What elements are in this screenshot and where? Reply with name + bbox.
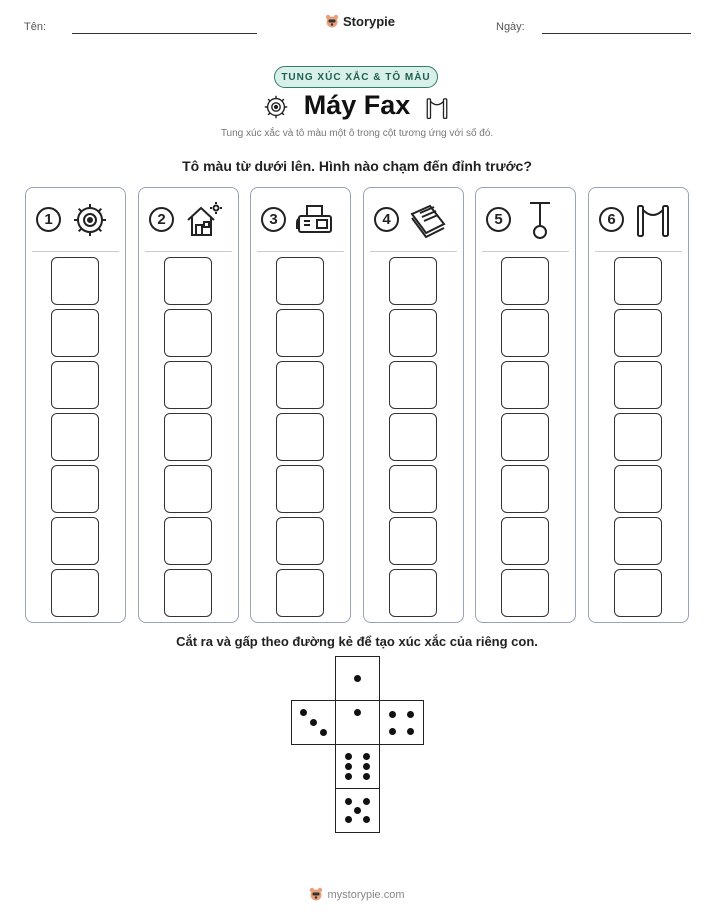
column-5 <box>475 187 576 623</box>
footer-url[interactable]: mystorypie.com <box>327 888 405 901</box>
column-number: 4 <box>374 207 399 232</box>
column-divider <box>595 251 682 252</box>
column-number: 2 <box>149 207 174 232</box>
column-number: 3 <box>261 207 286 232</box>
subtitle: Tung xúc xắc và tô màu một ô trong cột tương ứng với số đó. <box>220 128 494 139</box>
pip <box>354 807 361 814</box>
color-cell[interactable] <box>276 517 324 565</box>
pip <box>363 798 370 805</box>
house-icon <box>183 200 223 240</box>
color-cell[interactable] <box>501 517 549 565</box>
column-4 <box>363 187 464 623</box>
column-number: 1 <box>36 207 61 232</box>
color-cell[interactable] <box>501 569 549 617</box>
color-cell[interactable] <box>276 309 324 357</box>
color-cell[interactable] <box>164 361 212 409</box>
column-number: 6 <box>599 207 624 232</box>
color-cell[interactable] <box>614 257 662 305</box>
name-label: Tên: <box>24 21 47 33</box>
color-cell[interactable] <box>276 257 324 305</box>
column-2 <box>138 187 239 623</box>
bear-mascot-icon <box>309 887 323 902</box>
color-cell[interactable] <box>614 517 662 565</box>
color-cell[interactable] <box>51 517 99 565</box>
pip <box>389 711 396 718</box>
color-cell[interactable] <box>276 465 324 513</box>
page-title: Máy Fax <box>303 90 411 120</box>
color-cell[interactable] <box>614 413 662 461</box>
fax-machine-icon <box>295 200 335 240</box>
color-cell[interactable] <box>389 465 437 513</box>
color-cell[interactable] <box>501 309 549 357</box>
color-cell[interactable] <box>389 413 437 461</box>
paper-stack-icon <box>408 200 448 240</box>
color-cell[interactable] <box>276 413 324 461</box>
color-cell[interactable] <box>501 257 549 305</box>
rope-barrier-icon <box>633 200 673 240</box>
pip <box>345 816 352 823</box>
column-divider <box>145 251 232 252</box>
dice-face-bottom <box>335 788 380 833</box>
storypie-logo <box>325 14 395 29</box>
pip <box>389 728 396 735</box>
dice-face-right <box>379 700 424 745</box>
column-6 <box>588 187 689 623</box>
color-cell[interactable] <box>164 517 212 565</box>
dice-face-left <box>291 700 336 745</box>
dice-face-top <box>335 656 380 701</box>
pip <box>345 798 352 805</box>
color-cell[interactable] <box>501 361 549 409</box>
color-cell[interactable] <box>276 361 324 409</box>
column-3 <box>250 187 351 623</box>
name-line[interactable] <box>72 33 257 34</box>
color-cell[interactable] <box>51 413 99 461</box>
pip <box>310 719 317 726</box>
pip <box>354 675 361 682</box>
date-line[interactable] <box>542 33 691 34</box>
color-cell[interactable] <box>614 361 662 409</box>
pip <box>363 763 370 770</box>
brand-name: Storypie <box>343 14 396 29</box>
color-cell[interactable] <box>614 569 662 617</box>
pip <box>345 763 352 770</box>
cut-fold-instruction: Cắt ra và gấp theo đường kẻ để tạo xúc xắc của riêng con. <box>176 634 538 649</box>
color-cell[interactable] <box>389 569 437 617</box>
activity-badge: TUNG XÚC XẮC & TÔ MÀU <box>274 66 438 88</box>
pip <box>345 773 352 780</box>
bear-mascot-icon <box>325 14 339 29</box>
pip <box>354 709 361 716</box>
color-cell[interactable] <box>51 465 99 513</box>
dice-face-lower <box>335 744 380 789</box>
color-cell[interactable] <box>164 257 212 305</box>
color-cell[interactable] <box>614 309 662 357</box>
instruction: Tô màu từ dưới lên. Hình nào chạm đến đỉnh trước? <box>182 158 532 174</box>
footer <box>0 887 714 902</box>
pendulum-icon <box>520 200 560 240</box>
color-cell[interactable] <box>51 569 99 617</box>
color-cell[interactable] <box>164 569 212 617</box>
column-divider <box>32 251 119 252</box>
pip <box>363 816 370 823</box>
color-cell[interactable] <box>389 257 437 305</box>
pip <box>363 773 370 780</box>
pip <box>407 711 414 718</box>
color-cell[interactable] <box>51 309 99 357</box>
date-label: Ngày: <box>496 21 525 33</box>
column-divider <box>482 251 569 252</box>
column-divider <box>370 251 457 252</box>
color-cell[interactable] <box>389 361 437 409</box>
gear-icon <box>70 200 110 240</box>
pip <box>345 753 352 760</box>
pip <box>300 709 307 716</box>
color-cell[interactable] <box>51 361 99 409</box>
color-cell[interactable] <box>501 465 549 513</box>
color-cell[interactable] <box>164 413 212 461</box>
color-cell[interactable] <box>389 517 437 565</box>
pip <box>363 753 370 760</box>
pip <box>320 729 327 736</box>
rope-barrier-icon <box>423 95 451 121</box>
column-divider <box>257 251 344 252</box>
column-1 <box>25 187 126 623</box>
color-cell[interactable] <box>389 309 437 357</box>
color-cell[interactable] <box>276 569 324 617</box>
color-cell[interactable] <box>51 257 99 305</box>
pip <box>407 728 414 735</box>
color-cell[interactable] <box>164 465 212 513</box>
color-cell[interactable] <box>501 413 549 461</box>
color-cell[interactable] <box>614 465 662 513</box>
column-number: 5 <box>486 207 511 232</box>
color-cell[interactable] <box>164 309 212 357</box>
dice-face-center <box>335 700 380 745</box>
